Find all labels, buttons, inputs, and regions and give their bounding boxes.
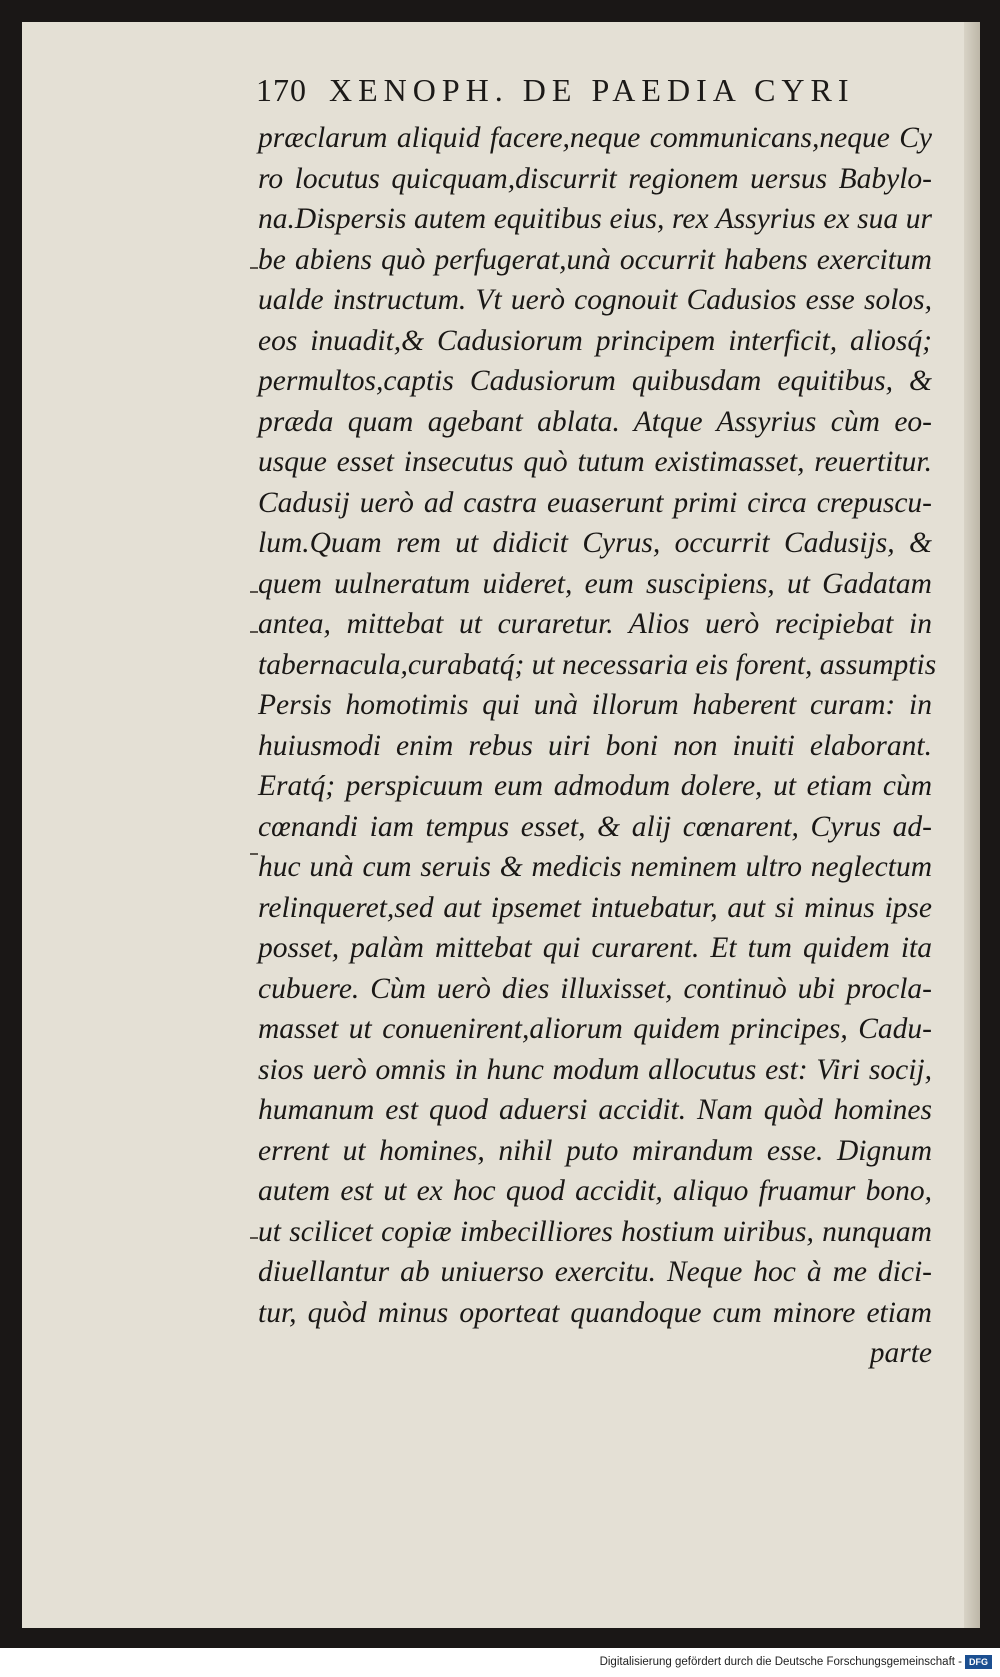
text-line: diuellantur ab uniuerso exercitu. Neque hoc à me dici- bbox=[258, 1256, 932, 1288]
text-line: huc unà cum seruis & medicis neminem ultro neglectum bbox=[258, 851, 932, 883]
text-line: autem est ut ex hoc quod accidit, aliquo fruamur bono, bbox=[258, 1175, 932, 1207]
text-line: relinqueret,sed aut ipsemet intuebatur, aut si minus ipse bbox=[258, 891, 932, 924]
margin-mark bbox=[250, 631, 258, 633]
text-line: posset, palàm mittebat qui curarent. Et tum quidem ita bbox=[258, 932, 932, 964]
footer-bar bbox=[0, 1648, 1000, 1677]
body-text bbox=[258, 118, 937, 1374]
text-line: tabernacula,curabatq́; ut necessaria eis forent, assumptis bbox=[258, 648, 937, 681]
text-line: lum.Quam rem ut didicit Cyrus, occurrit Cadusijs, & bbox=[258, 527, 932, 559]
text-line: sios uerò omnis in hunc modum allocutus est: Viri socij, bbox=[258, 1053, 932, 1086]
text-line: permultos,captis Cadusiorum quibusdam equitibus, & bbox=[258, 365, 932, 397]
text-line: antea, mittebat ut curaretur. Alios uerò recipiebat in bbox=[258, 608, 932, 640]
text-line: masset ut conuenirent,aliorum quidem principes, Cadu- bbox=[258, 1013, 932, 1045]
text-line: na.Dispersis autem equitibus eius, rex Assyrius ex sua ur bbox=[258, 203, 932, 235]
text-line: Persis homotimis qui unà illorum haberent curam: in bbox=[258, 689, 932, 721]
margin-mark bbox=[250, 1237, 258, 1239]
text-line: cubuere. Cùm uerò dies illuxisset, continuò ubi procla- bbox=[258, 972, 932, 1005]
margin-mark bbox=[250, 267, 258, 269]
margin-mark bbox=[250, 853, 258, 855]
text-line: huiusmodi enim rebus uiri boni non inuiti elaborant. bbox=[258, 729, 932, 762]
text-line: præclarum aliquid facere,neque communicans,neque Cy bbox=[258, 122, 932, 154]
text-line: usque esset insecutus quò tutum existimasset, reuertitur. bbox=[258, 446, 932, 478]
text-line: Eratq́; perspicuum eum admodum dolere, ut etiam cùm bbox=[258, 770, 932, 802]
text-line: eos inuadit,& Cadusiorum principem interficit, aliosq́; bbox=[258, 324, 932, 357]
dfg-logo: DFG bbox=[965, 1655, 992, 1669]
text-line: be abiens quò perfugerat,unà occurrit habens exercitum bbox=[258, 243, 932, 276]
page-number: 170 bbox=[256, 72, 307, 108]
text-line: Cadusij uerò ad castra euaserunt primi circa crepuscu- bbox=[258, 486, 932, 519]
text-line: ut scilicet copiæ imbecilliores hostium uiribus, nunquam bbox=[258, 1215, 932, 1248]
running-title: XENOPH. DE PAEDIA CYRI bbox=[329, 72, 855, 108]
running-head bbox=[256, 72, 916, 109]
catchword: parte bbox=[869, 1337, 932, 1369]
text-line: ro locutus quicquam,discurrit regionem uersus Babylo- bbox=[258, 162, 932, 195]
text-line: cœnandi iam tempus esset, & alij cœnarent, Cyrus ad- bbox=[258, 810, 932, 843]
page-edge-shadow bbox=[964, 22, 980, 1628]
text-line: humanum est quod aduersi accidit. Nam quòd homines bbox=[258, 1094, 932, 1126]
text-line: ualde instructum. Vt uerò cognouit Cadusios esse solos, bbox=[258, 284, 932, 316]
margin-mark bbox=[250, 591, 258, 593]
text-line: quem uulneratum uideret, eum suscipiens, ut Gadatam bbox=[258, 567, 932, 600]
text-line: tur, quòd minus oporteat quandoque cum minore etiam bbox=[258, 1296, 932, 1329]
text-line: errent ut homines, nihil puto mirandum esse. Dignum bbox=[258, 1134, 932, 1167]
funding-credit: Digitalisierung gefördert durch die Deutsche Forschungsgemeinschaft - bbox=[599, 1656, 962, 1668]
text-line: præda quam agebant ablata. Atque Assyrius cùm eo- bbox=[258, 405, 932, 438]
